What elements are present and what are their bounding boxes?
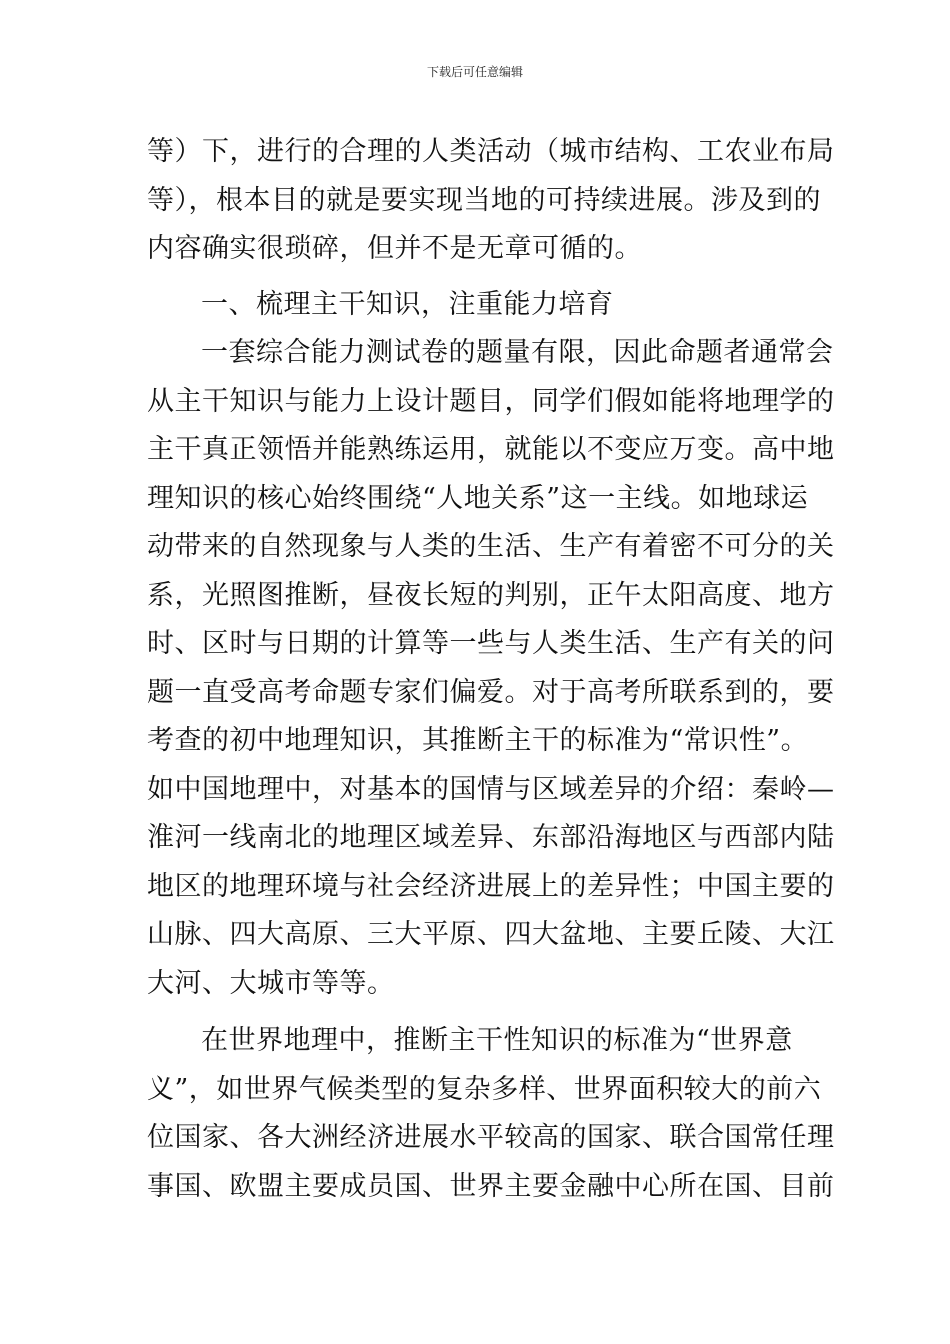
text-line: 系，光照图推断，昼夜长短的判别，正午太阳高度、地方 <box>147 579 835 611</box>
paragraph-1 <box>147 128 835 274</box>
text-line: 山脉、四大高原、三大平原、四大盆地、主要丘陵、大江 <box>147 919 835 950</box>
text-line: 大河、大城市等等。 <box>147 967 395 999</box>
document-body <box>147 128 835 1211</box>
text-line: 内容确实很琐碎，但并不是无章可循的。 <box>147 233 642 264</box>
text-line: 等），根本目的就是要实现当地的可持续进展。涉及到的 <box>147 184 821 216</box>
text-line: 等）下，进行的合理的人类活动（城市结构、工农业布局 <box>147 136 835 167</box>
paragraph-3 <box>147 1017 835 1211</box>
text-line: 地区的地理环境与社会经济进展上的差异性；中国主要的 <box>147 870 835 902</box>
text-line: 主干真正领悟并能熟练运用，就能以不变应万变。高中地 <box>147 434 835 465</box>
text-line: 事国、欧盟主要成员国、世界主要金融中心所在国、目前 <box>147 1170 835 1202</box>
text-line: 从主干知识与能力上设计题目，同学们假如能将地理学的 <box>147 385 835 417</box>
page-header-note: 下载后可任意编辑 <box>426 65 523 79</box>
text-line: 时、区时与日期的计算等一些与人类生活、生产有关的问 <box>147 628 835 659</box>
paragraph-2 <box>147 329 835 1008</box>
text-line: 一套综合能力测试卷的题量有限，因此命题者通常会 <box>201 337 834 368</box>
text-line: 淮河一线南北的地理区域差异、东部沿海地区与西部内陆 <box>147 822 835 853</box>
text-line: 理知识的核心始终围绕“人地关系”这一主线。如地球运 <box>147 482 809 514</box>
text-line: 动带来的自然现象与人类的生活、生产有着密不可分的关 <box>147 531 835 562</box>
heading-line: 一、梳理主干知识，注重能力培育 <box>201 288 614 320</box>
section-heading <box>147 281 809 330</box>
text-line: 题一直受高考命题专家们偏爱。对于高考所联系到的，要 <box>147 676 835 708</box>
text-line: 位国家、各大洲经济进展水平较高的国家、联合国常任理 <box>147 1122 835 1153</box>
text-line: 在世界地理中，推断主干性知识的标准为“世界意 <box>201 1025 793 1056</box>
text-line: 如中国地理中，对基本的国情与区域差异的介绍：秦岭— <box>147 773 835 805</box>
text-line: 义”，如世界气候类型的复杂多样、世界面积较大的前六 <box>147 1073 822 1105</box>
text-line: 考查的初中地理知识，其推断主干的标准为“常识性”。 <box>147 725 809 756</box>
